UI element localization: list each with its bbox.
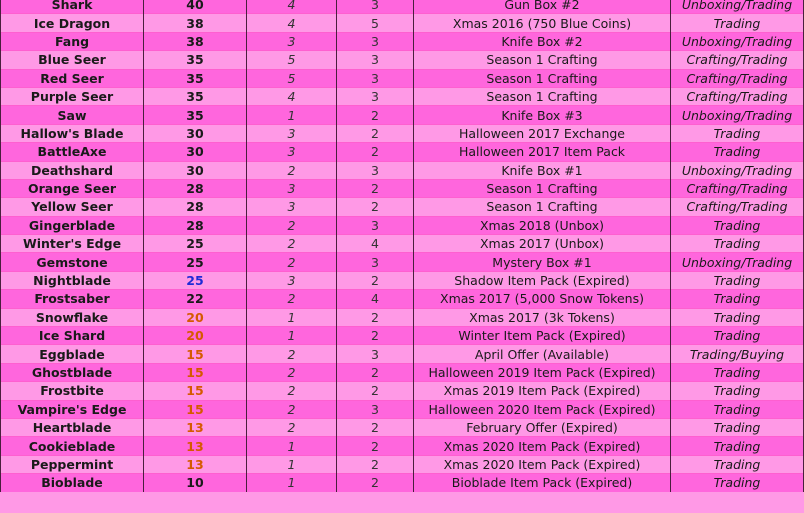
- rarity-cell: 4: [337, 290, 414, 308]
- rarity-cell: 4: [337, 235, 414, 253]
- item-value-cell: 22: [144, 290, 247, 308]
- rarity-cell: 3: [337, 216, 414, 234]
- rarity-cell: 2: [337, 363, 414, 381]
- item-value-cell: 28: [144, 198, 247, 216]
- obtained-from-cell: Bioblade Item Pack (Expired): [414, 474, 671, 492]
- item-value-cell: 30: [144, 143, 247, 161]
- item-value-cell: 15: [144, 400, 247, 418]
- table-row: [1, 14, 804, 32]
- status-cell: Trading: [671, 290, 804, 308]
- table-row: [1, 308, 804, 326]
- table-row: [1, 327, 804, 345]
- rarity-cell: 3: [337, 69, 414, 87]
- demand-cell: 3: [247, 179, 337, 197]
- item-name-cell: Ghostblade: [1, 363, 144, 381]
- obtained-from-cell: Xmas 2020 Item Pack (Expired): [414, 455, 671, 473]
- demand-cell: 3: [247, 32, 337, 50]
- status-cell: Unboxing/Trading: [671, 106, 804, 124]
- item-value-cell: 15: [144, 345, 247, 363]
- obtained-from-cell: Winter Item Pack (Expired): [414, 327, 671, 345]
- rarity-cell: 2: [337, 418, 414, 436]
- status-cell: Trading: [671, 216, 804, 234]
- item-name-cell: Vampire's Edge: [1, 400, 144, 418]
- item-name-cell: Deathshard: [1, 161, 144, 179]
- table-row: [1, 0, 804, 14]
- demand-cell: 2: [247, 216, 337, 234]
- obtained-from-cell: Halloween 2017 Item Pack: [414, 143, 671, 161]
- demand-cell: 1: [247, 437, 337, 455]
- status-cell: Crafting/Trading: [671, 198, 804, 216]
- table-row: [1, 474, 804, 492]
- rarity-cell: 3: [337, 345, 414, 363]
- rarity-cell: 2: [337, 179, 414, 197]
- demand-cell: 2: [247, 290, 337, 308]
- item-name-cell: Snowflake: [1, 308, 144, 326]
- status-cell: Trading: [671, 124, 804, 142]
- item-value-cell: 13: [144, 437, 247, 455]
- table-row: [1, 400, 804, 418]
- demand-cell: 4: [247, 0, 337, 14]
- item-name-cell: Purple Seer: [1, 87, 144, 105]
- item-value-cell: 35: [144, 106, 247, 124]
- obtained-from-cell: Xmas 2017 (5,000 Snow Tokens): [414, 290, 671, 308]
- obtained-from-cell: Halloween 2017 Exchange: [414, 124, 671, 142]
- status-cell: Trading: [671, 143, 804, 161]
- status-cell: Trading: [671, 474, 804, 492]
- item-name-cell: Cookieblade: [1, 437, 144, 455]
- rarity-cell: 2: [337, 308, 414, 326]
- demand-cell: 4: [247, 14, 337, 32]
- obtained-from-cell: Gun Box #2: [414, 0, 671, 14]
- table-row: [1, 161, 804, 179]
- item-name-cell: Fang: [1, 32, 144, 50]
- obtained-from-cell: Mystery Box #1: [414, 253, 671, 271]
- rarity-cell: 3: [337, 51, 414, 69]
- demand-cell: 2: [247, 161, 337, 179]
- table-row: [1, 198, 804, 216]
- item-name-cell: Shark: [1, 0, 144, 14]
- rarity-cell: 2: [337, 382, 414, 400]
- status-cell: Trading: [671, 271, 804, 289]
- item-name-cell: Gingerblade: [1, 216, 144, 234]
- item-value-cell: 40: [144, 0, 247, 14]
- table-row: [1, 253, 804, 271]
- rarity-cell: 2: [337, 198, 414, 216]
- status-cell: Trading: [671, 235, 804, 253]
- demand-cell: 3: [247, 143, 337, 161]
- table-row: [1, 345, 804, 363]
- obtained-from-cell: February Offer (Expired): [414, 418, 671, 436]
- obtained-from-cell: Xmas 2020 Item Pack (Expired): [414, 437, 671, 455]
- demand-cell: 3: [247, 271, 337, 289]
- status-cell: Trading: [671, 308, 804, 326]
- status-cell: Trading: [671, 14, 804, 32]
- item-name-cell: BattleAxe: [1, 143, 144, 161]
- obtained-from-cell: Knife Box #3: [414, 106, 671, 124]
- item-value-cell: 20: [144, 327, 247, 345]
- item-name-cell: Frostsaber: [1, 290, 144, 308]
- item-value-cell: 35: [144, 51, 247, 69]
- rarity-cell: 3: [337, 87, 414, 105]
- obtained-from-cell: Knife Box #1: [414, 161, 671, 179]
- obtained-from-cell: Knife Box #2: [414, 32, 671, 50]
- obtained-from-cell: Season 1 Crafting: [414, 198, 671, 216]
- table-row: [1, 235, 804, 253]
- obtained-from-cell: Season 1 Crafting: [414, 51, 671, 69]
- table-row: [1, 179, 804, 197]
- table-row: [1, 51, 804, 69]
- item-value-cell: 38: [144, 32, 247, 50]
- demand-cell: 1: [247, 106, 337, 124]
- item-value-cell: 28: [144, 179, 247, 197]
- rarity-cell: 2: [337, 271, 414, 289]
- item-name-cell: Frostbite: [1, 382, 144, 400]
- obtained-from-cell: Season 1 Crafting: [414, 87, 671, 105]
- demand-cell: 1: [247, 308, 337, 326]
- obtained-from-cell: Halloween 2020 Item Pack (Expired): [414, 400, 671, 418]
- item-value-cell: 28: [144, 216, 247, 234]
- rarity-cell: 2: [337, 143, 414, 161]
- status-cell: Unboxing/Trading: [671, 32, 804, 50]
- status-cell: Trading: [671, 455, 804, 473]
- demand-cell: 2: [247, 400, 337, 418]
- item-name-cell: Orange Seer: [1, 179, 144, 197]
- table-row: [1, 290, 804, 308]
- table-row: [1, 87, 804, 105]
- obtained-from-cell: Xmas 2019 Item Pack (Expired): [414, 382, 671, 400]
- status-cell: Trading: [671, 437, 804, 455]
- item-value-cell: 25: [144, 253, 247, 271]
- status-cell: Trading: [671, 382, 804, 400]
- item-name-cell: Nightblade: [1, 271, 144, 289]
- item-value-cell: 35: [144, 87, 247, 105]
- obtained-from-cell: Xmas 2016 (750 Blue Coins): [414, 14, 671, 32]
- obtained-from-cell: Season 1 Crafting: [414, 179, 671, 197]
- item-value-cell: 25: [144, 271, 247, 289]
- item-value-cell: 35: [144, 69, 247, 87]
- item-value-cell: 15: [144, 382, 247, 400]
- table-row: [1, 69, 804, 87]
- rarity-cell: 3: [337, 253, 414, 271]
- table-row: [1, 437, 804, 455]
- rarity-cell: 2: [337, 327, 414, 345]
- item-name-cell: Heartblade: [1, 418, 144, 436]
- status-cell: Crafting/Trading: [671, 51, 804, 69]
- obtained-from-cell: Xmas 2017 (Unbox): [414, 235, 671, 253]
- rarity-cell: 3: [337, 32, 414, 50]
- item-value-cell: 10: [144, 474, 247, 492]
- obtained-from-cell: Xmas 2018 (Unbox): [414, 216, 671, 234]
- item-name-cell: Saw: [1, 106, 144, 124]
- status-cell: Unboxing/Trading: [671, 161, 804, 179]
- table-row: [1, 271, 804, 289]
- rarity-cell: 3: [337, 0, 414, 14]
- item-name-cell: Peppermint: [1, 455, 144, 473]
- rarity-cell: 2: [337, 437, 414, 455]
- demand-cell: 3: [247, 198, 337, 216]
- item-value-cell: 13: [144, 418, 247, 436]
- rarity-cell: 2: [337, 455, 414, 473]
- item-name-cell: Bioblade: [1, 474, 144, 492]
- obtained-from-cell: Xmas 2017 (3k Tokens): [414, 308, 671, 326]
- item-value-cell: 30: [144, 124, 247, 142]
- demand-cell: 2: [247, 235, 337, 253]
- demand-cell: 2: [247, 382, 337, 400]
- demand-cell: 2: [247, 363, 337, 381]
- table-row: [1, 143, 804, 161]
- item-value-cell: 13: [144, 455, 247, 473]
- status-cell: Crafting/Trading: [671, 87, 804, 105]
- item-value-cell: 30: [144, 161, 247, 179]
- demand-cell: 1: [247, 474, 337, 492]
- rarity-cell: 3: [337, 400, 414, 418]
- status-cell: Trading: [671, 418, 804, 436]
- table-row: [1, 216, 804, 234]
- obtained-from-cell: Shadow Item Pack (Expired): [414, 271, 671, 289]
- rarity-cell: 2: [337, 474, 414, 492]
- item-name-cell: Eggblade: [1, 345, 144, 363]
- item-name-cell: Ice Dragon: [1, 14, 144, 32]
- item-value-cell: 20: [144, 308, 247, 326]
- demand-cell: 5: [247, 69, 337, 87]
- obtained-from-cell: Halloween 2019 Item Pack (Expired): [414, 363, 671, 381]
- table-row: [1, 363, 804, 381]
- rarity-cell: 3: [337, 161, 414, 179]
- status-cell: Unboxing/Trading: [671, 253, 804, 271]
- item-value-cell: 25: [144, 235, 247, 253]
- demand-cell: 2: [247, 345, 337, 363]
- demand-cell: 3: [247, 124, 337, 142]
- item-name-cell: Gemstone: [1, 253, 144, 271]
- table-row: [1, 418, 804, 436]
- item-name-cell: Winter's Edge: [1, 235, 144, 253]
- status-cell: Trading: [671, 363, 804, 381]
- item-value-cell: 15: [144, 363, 247, 381]
- item-value-cell: 38: [144, 14, 247, 32]
- status-cell: Trading: [671, 400, 804, 418]
- status-cell: Trading: [671, 327, 804, 345]
- rarity-cell: 2: [337, 124, 414, 142]
- rarity-cell: 5: [337, 14, 414, 32]
- status-cell: Unboxing/Trading: [671, 0, 804, 14]
- obtained-from-cell: Season 1 Crafting: [414, 69, 671, 87]
- item-name-cell: Red Seer: [1, 69, 144, 87]
- item-name-cell: Yellow Seer: [1, 198, 144, 216]
- table-row: [1, 382, 804, 400]
- item-name-cell: Ice Shard: [1, 327, 144, 345]
- obtained-from-cell: April Offer (Available): [414, 345, 671, 363]
- status-cell: Trading/Buying: [671, 345, 804, 363]
- status-cell: Crafting/Trading: [671, 179, 804, 197]
- demand-cell: 5: [247, 51, 337, 69]
- item-name-cell: Blue Seer: [1, 51, 144, 69]
- demand-cell: 2: [247, 253, 337, 271]
- table-row: [1, 106, 804, 124]
- item-name-cell: Hallow's Blade: [1, 124, 144, 142]
- table-body: [1, 0, 804, 492]
- demand-cell: 1: [247, 455, 337, 473]
- rarity-cell: 2: [337, 106, 414, 124]
- demand-cell: 4: [247, 87, 337, 105]
- status-cell: Crafting/Trading: [671, 69, 804, 87]
- table-row: [1, 124, 804, 142]
- table-row: [1, 455, 804, 473]
- demand-cell: 1: [247, 327, 337, 345]
- table-row: [1, 32, 804, 50]
- demand-cell: 2: [247, 418, 337, 436]
